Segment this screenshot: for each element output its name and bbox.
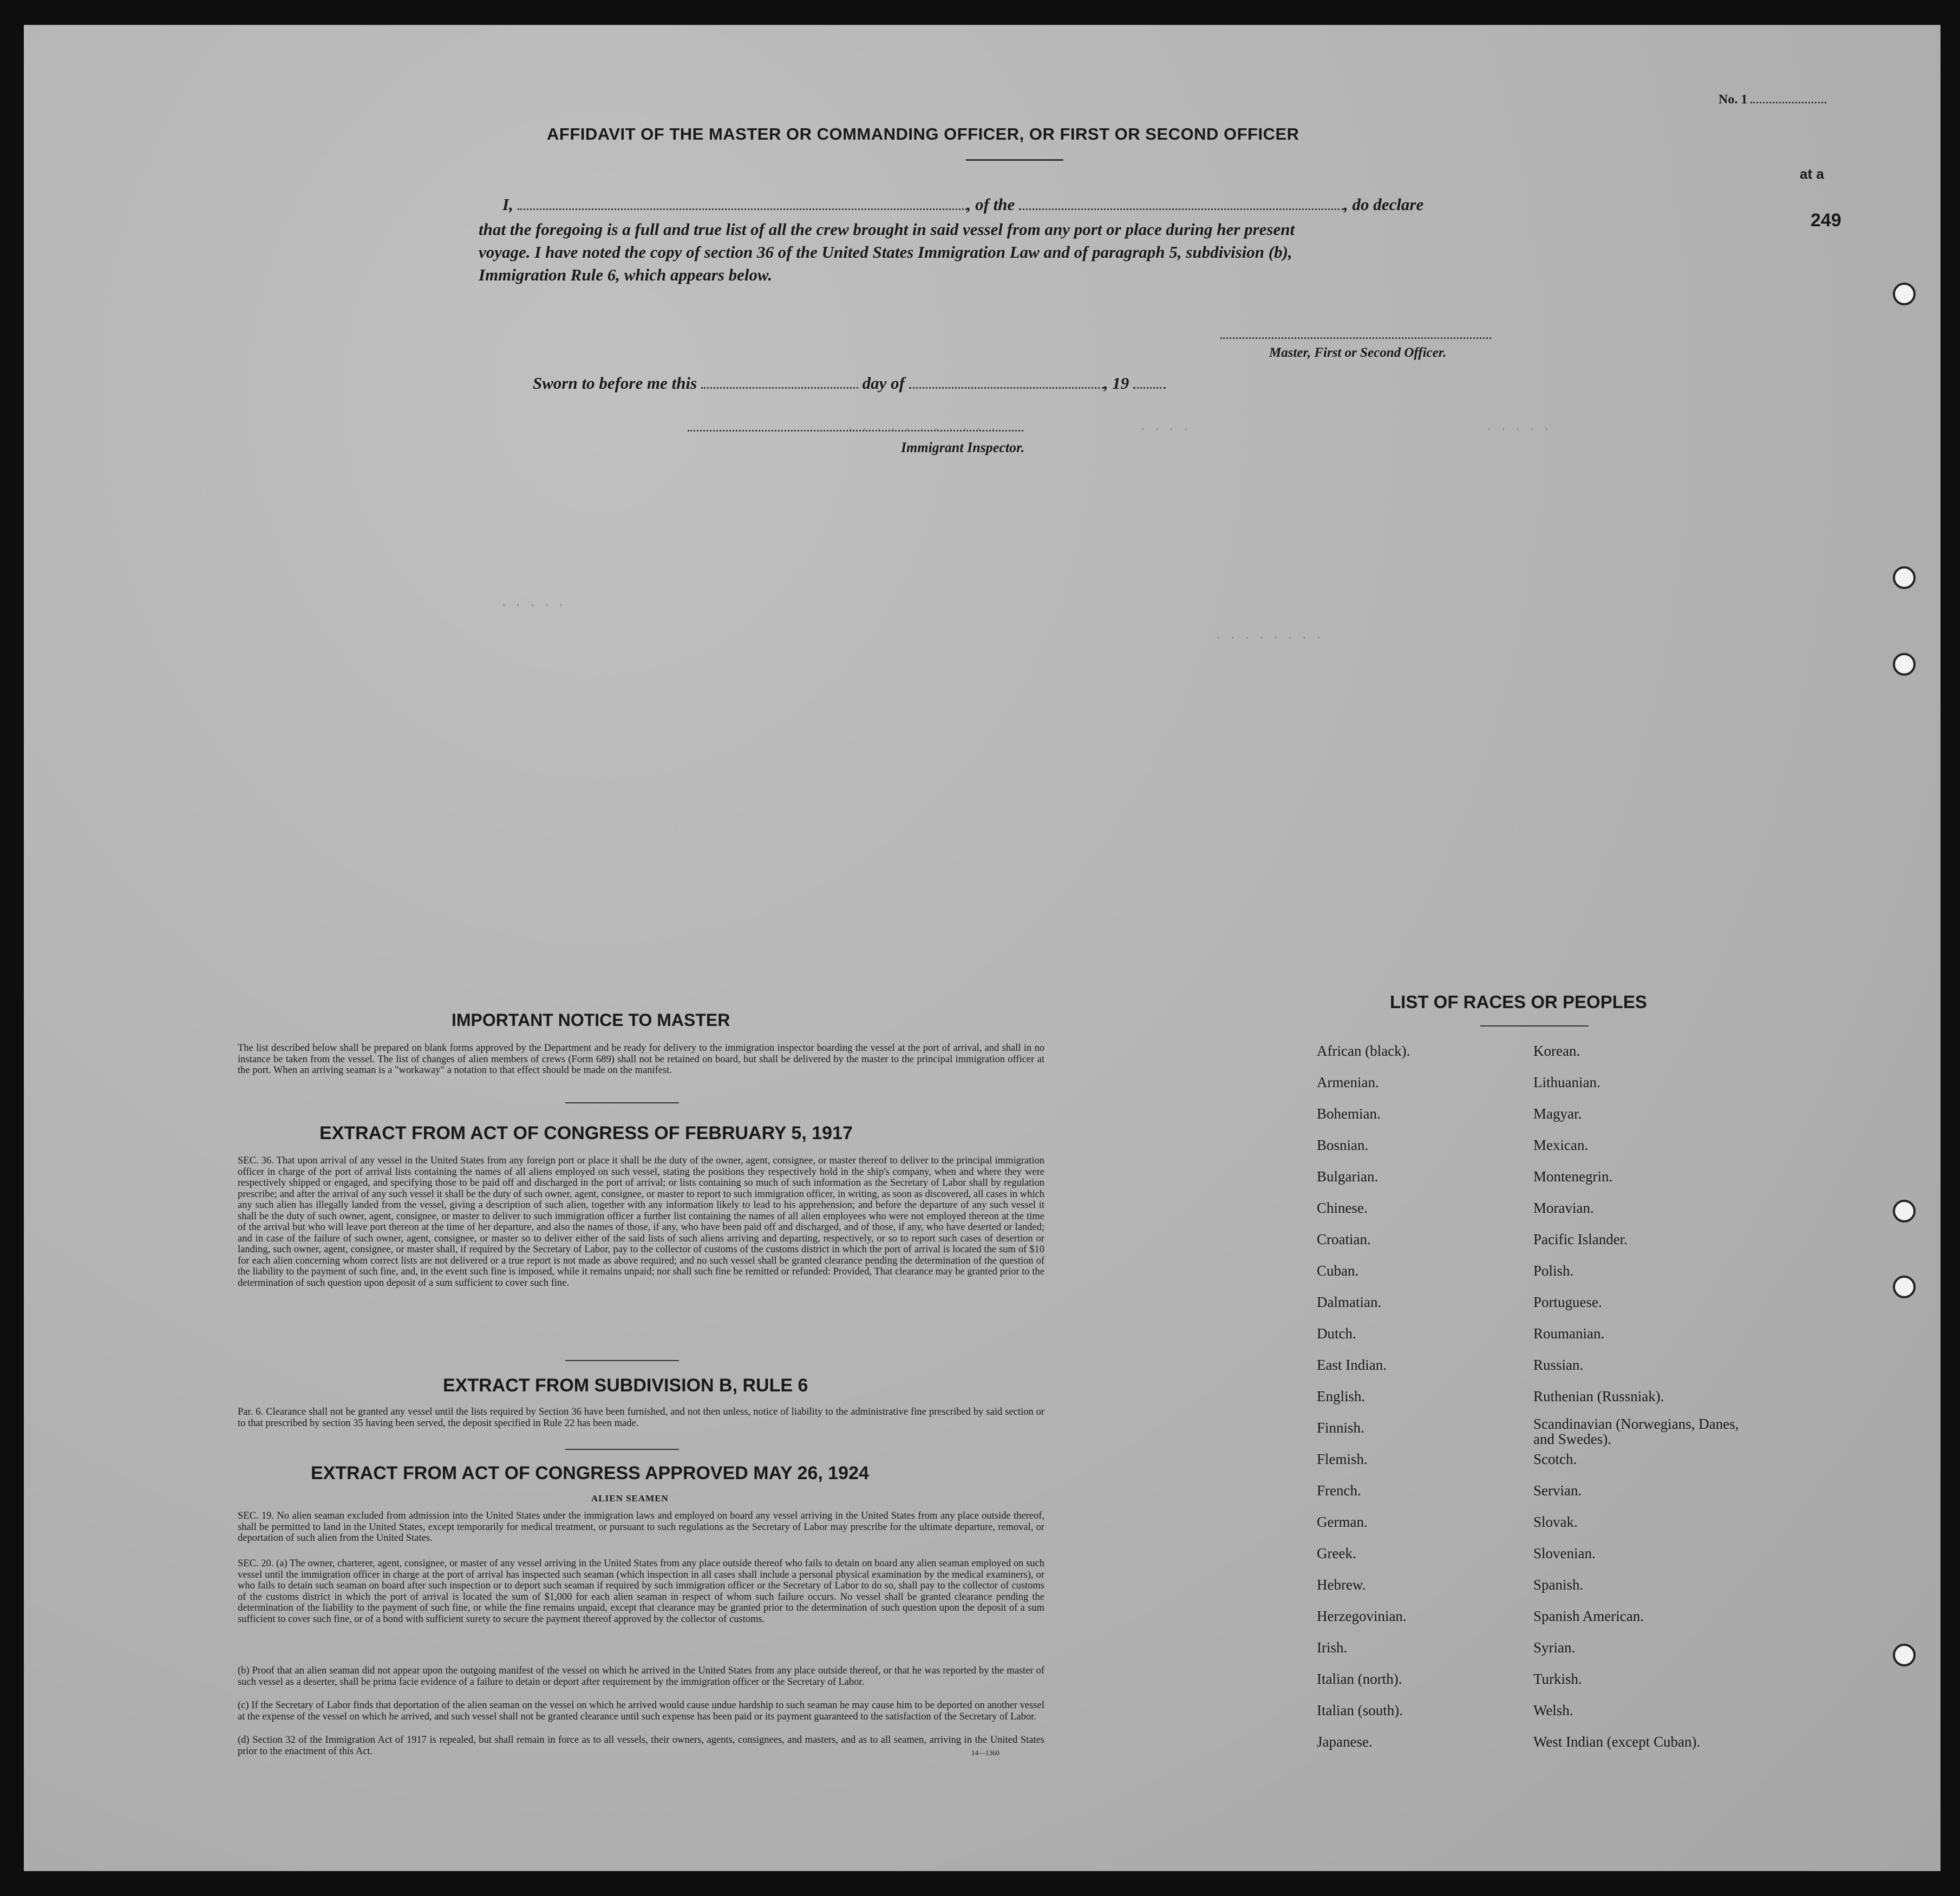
- at-a-label: at a: [1800, 166, 1824, 182]
- race-item: Italian (south).: [1317, 1702, 1403, 1718]
- bleed-through-mark: · · · · · · · ·: [1215, 631, 1323, 645]
- race-item: Italian (north).: [1317, 1671, 1402, 1687]
- race-item: Magyar.: [1533, 1106, 1582, 1122]
- race-item: English.: [1317, 1388, 1366, 1404]
- sworn-year: , 19: [1103, 374, 1129, 393]
- race-item: West Indian (except Cuban).: [1533, 1734, 1701, 1750]
- inspector-signature-field[interactable]: [688, 418, 1023, 431]
- extract-1924-title: EXTRACT FROM ACT OF CONGRESS APPROVED MAY 26, 1924: [311, 1463, 869, 1483]
- affidavit-i: I,: [502, 195, 513, 214]
- race-item: Armenian.: [1317, 1074, 1379, 1090]
- race-item: Roumanian.: [1533, 1325, 1605, 1342]
- signature-field[interactable]: [1220, 325, 1491, 339]
- inspector-label: Immigrant Inspector.: [901, 440, 1025, 455]
- bleed-through-mark: · · · ·: [1139, 423, 1190, 436]
- extract-rule6-title: EXTRACT FROM SUBDIVISION B, RULE 6: [443, 1375, 808, 1396]
- sworn-year-field[interactable]: [1133, 375, 1166, 389]
- race-item: Dalmatian.: [1317, 1294, 1382, 1310]
- sworn-label: Sworn to before me this: [533, 374, 697, 393]
- document-sheet: [24, 25, 1941, 1871]
- race-item: Scotch.: [1533, 1451, 1577, 1467]
- extract-1924-sec20d: (d) Section 32 of the Immigration Act of 1917 is repealed, but shall remain in force as to all vessels, their owners, agents, consignees, and masters, and as to all seamen, arriving in the United States prior to the enactment of this Act.: [238, 1735, 1044, 1757]
- title-rule: [966, 159, 1063, 161]
- race-item: Welsh.: [1533, 1702, 1573, 1718]
- signer-label: Master, First or Second Officer.: [1269, 345, 1447, 360]
- sworn-day-field[interactable]: [701, 375, 858, 389]
- section-rule: [565, 1449, 679, 1450]
- punch-hole: [1893, 1276, 1916, 1298]
- punch-hole: [1893, 1644, 1916, 1666]
- race-item: Mexican.: [1533, 1137, 1589, 1153]
- bleed-through-mark: · · · · ·: [500, 599, 565, 612]
- form-code: 14—1360: [971, 1749, 999, 1757]
- races-title-rule: [1480, 1025, 1589, 1027]
- extract-1917-body: SEC. 36. That upon arrival of any vessel in the United States from any foreign port or place it shall be the duty of the owner, agent, consignee, or master thereof to deliver to the principal immigration officer in charge of the port of arrival lists containing the names of all aliens employed on such vessel, stating the positions they respectively hold in the ship's company, when and where they were respectively shipped or engaged, and specifying those to be paid off and discharged in the port of arrival; or lists containing so much of such information as the Secretary of Labor shall by regulation prescribe; and after the arrival of any such vessel it shall be the duty of such owner, agent, consignee, or master to report to such immigration officer, in writing, as soon as discovered, all cases in which any such alien has illegally landed from the vessel, giving a description of such alien, together with any information likely to lead to his apprehension; and before the departure of any such vessel it shall be the duty of such owner, agent, consignee, or master to deliver to such immigration officer a further list containing the names of all alien employees who were not employed thereon at the time of the arrival but who will leave port thereon at the time of her departure, and also the names of those, if any, who have been paid off and discharged, and of those, if any, who have deserted or landed; and in case of the failure of such owner, agent, consignee, or master so to deliver either of the said lists of such aliens arriving and departing, respectively, or so to report such cases of desertion or landing, such owner, agent, consignee, or master shall, if required by the Secretary of Labor, pay to the collector of customs of the customs district in which the port of arrival is located the sum of $10 for each alien concerning whom correct lists are not delivered or a true report is not made as above required; and no such vessel shall be granted clearance pending the determination of the question of the liability to the payment of such fine, and, in the event such fine is imposed, while it remains unpaid; nor shall such fine be remitted or refunded: Provided, That clearance may be granted prior to the determination of such question upon deposit of a sum sufficient to cover such fine.: [238, 1155, 1044, 1289]
- section-rule: [565, 1102, 679, 1103]
- race-item: Turkish.: [1533, 1671, 1582, 1687]
- notice-body: The list described below shall be prepared on blank forms approved by the Department and be ready for delivery to the immigration inspector boarding the vessel at the port of arrival, and shall in no instance be taken from the vessel. The list of changes of alien members of crews (Form 689) shall not be retained on board, but shall be delivered by the master to the principal immigration officer at the port. When an arriving seaman is a "workaway" a notation to that effect should be made on the manifest.: [238, 1043, 1044, 1076]
- extract-1924-sec20c: (c) If the Secretary of Labor finds that deportation of the alien seaman on the vessel on which he arrived would cause undue hardship to such seaman he may cause him to be deported on another vessel at the expense of the vessel on which he arrived, and such vessel shall not be granted clearance until such expense has been paid or its payment guaranteed to the satisfaction of the Secretary of Labor.: [238, 1700, 1044, 1722]
- race-item: Chinese.: [1317, 1200, 1368, 1216]
- race-item: Croatian.: [1317, 1231, 1371, 1247]
- affidavit-line3: voyage. I have noted the copy of section 36 of the United States Immigration Law and of paragraph 5, subdivision (b),: [479, 243, 1292, 261]
- bleed-through-mark: · · · · ·: [1486, 423, 1550, 436]
- race-item: Russian.: [1533, 1357, 1584, 1373]
- race-item: Polish.: [1533, 1263, 1574, 1279]
- race-item: Korean.: [1533, 1043, 1580, 1059]
- race-item: Slovak.: [1533, 1514, 1578, 1530]
- bleed-through-mark: · · · · · · · · · · ·: [847, 423, 997, 436]
- race-item: Flemish.: [1317, 1451, 1368, 1467]
- race-item: Spanish American.: [1533, 1608, 1644, 1624]
- extract-1924-sec20a: SEC. 20. (a) The owner, charterer, agent, consignee, or master of any vessel arriving in the United States from any place outside thereof who fails to detain on board any alien seaman employed on such vessel until the immigration officer in charge at the port of arrival has inspected such seaman (which inspection in all cases shall include a personal physical examination by the medical examiners), or who fails to detain such seaman on board after such inspection or to deport such seaman if required by such immigration officer or the Secretary of Labor to do so, shall pay to the collector of customs of the customs district in which the port of arrival is located the sum of $1,000 for each alien seaman in respect of whom such failure occurs. No vessel shall be granted clearance pending the determination of the liability to the payment of such fine, or while the fine remains unpaid, except that clearance may be granted prior to the determination of such question upon the deposit of a sum sufficient to cover such fine, or of a bond with sufficient surety to secure the payment thereof approved by the collector of customs.: [238, 1558, 1044, 1625]
- race-item: Herzegovinian.: [1317, 1608, 1407, 1624]
- race-item: Scandinavian (Norwegians, Danes, and Swedes).: [1533, 1416, 1739, 1447]
- affidavit-title: AFFIDAVIT OF THE MASTER OR COMMANDING OFFICER, OR FIRST OR SECOND OFFICER: [547, 125, 1299, 143]
- race-item: East Indian.: [1317, 1357, 1387, 1373]
- race-item: Irish.: [1317, 1639, 1348, 1656]
- race-item: Bulgarian.: [1317, 1168, 1378, 1185]
- affidavit-line1: [502, 195, 1423, 214]
- race-item: German.: [1317, 1514, 1368, 1530]
- form-number-value: 1: [1741, 93, 1748, 107]
- race-item: Finnish.: [1317, 1420, 1364, 1436]
- vessel-name-field[interactable]: [1019, 197, 1344, 210]
- sworn-month-field[interactable]: [909, 375, 1104, 389]
- race-item: Slovenian.: [1533, 1545, 1596, 1561]
- extract-1924-subtitle: ALIEN SEAMEN: [591, 1493, 669, 1503]
- race-item: Hebrew.: [1317, 1577, 1366, 1593]
- extract-rule6-body: Par. 6. Clearance shall not be granted any vessel until the lists required by Section 36 have been furnished, and not then unless, notice of liability to the administrative fine prescribed by said section or to that prescribed by section 35 having been served, the deposit specified in Rule 22 has been made.: [238, 1407, 1044, 1429]
- race-item: Pacific Islander.: [1533, 1231, 1628, 1247]
- race-item: Japanese.: [1317, 1734, 1373, 1750]
- affidavit-line4: Immigration Rule 6, which appears below.: [479, 265, 773, 284]
- sworn-day-of: day of: [862, 374, 905, 393]
- affidavit-line2: that the foregoing is a full and true list of all the crew brought in said vessel from any port or place during her present: [479, 220, 1295, 239]
- punch-hole: [1893, 566, 1916, 589]
- punch-hole: [1893, 653, 1916, 676]
- form-number-label: No.: [1719, 93, 1738, 107]
- sworn-line: [533, 374, 1166, 393]
- notice-title: IMPORTANT NOTICE TO MASTER: [452, 1010, 730, 1030]
- races-title: LIST OF RACES OR PEOPLES: [1390, 992, 1647, 1012]
- race-item: Bosnian.: [1317, 1137, 1369, 1153]
- race-item: French.: [1317, 1482, 1361, 1499]
- affidavit-of-the: , of the: [966, 195, 1015, 214]
- punch-hole: [1893, 1200, 1916, 1222]
- race-item: Dutch.: [1317, 1325, 1356, 1342]
- punch-hole: [1893, 283, 1916, 305]
- race-item: Bohemian.: [1317, 1106, 1381, 1122]
- race-item: Syrian.: [1533, 1639, 1576, 1656]
- race-item: Montenegrin.: [1533, 1168, 1613, 1185]
- extract-1917-title: EXTRACT FROM ACT OF CONGRESS OF FEBRUARY 5, 1917: [319, 1123, 853, 1143]
- section-rule: [565, 1360, 679, 1361]
- extract-1924-sec20b: (b) Proof that an alien seaman did not appear upon the outgoing manifest of the vessel on which he arrived in the United States from any place outside thereof, or that he was reported by the master of such vessel as a deserter, shall be prima facie evidence of a failure to detain or deport after requirement by the immigration officer or the Secretary of Labor.: [238, 1665, 1044, 1688]
- race-item: Portuguese.: [1533, 1294, 1602, 1310]
- master-name-field[interactable]: [518, 197, 967, 210]
- form-number: [1719, 90, 1826, 107]
- race-item: African (black).: [1317, 1043, 1410, 1059]
- race-item: Cuban.: [1317, 1263, 1359, 1279]
- affidavit-declare: , do declare: [1344, 195, 1424, 214]
- race-item: Ruthenian (Russniak).: [1533, 1388, 1664, 1404]
- race-item: Greek.: [1317, 1545, 1356, 1561]
- page-number: 249: [1811, 210, 1841, 231]
- race-item: Spanish.: [1533, 1577, 1584, 1593]
- race-item: Moravian.: [1533, 1200, 1594, 1216]
- race-item: Servian.: [1533, 1482, 1582, 1499]
- extract-1924-sec19: SEC. 19. No alien seaman excluded from admission into the United States under the immigration laws and employed on board any vessel arriving in the United States from any place outside thereof, shall be permitted to land in the United States, except temporarily for medical treatment, or pursuant to such regulations as the Secretary of Labor may prescribe for the ultimate departure, removal, or deportation of such alien from the United States.: [238, 1511, 1044, 1544]
- race-item: Lithuanian.: [1533, 1074, 1600, 1090]
